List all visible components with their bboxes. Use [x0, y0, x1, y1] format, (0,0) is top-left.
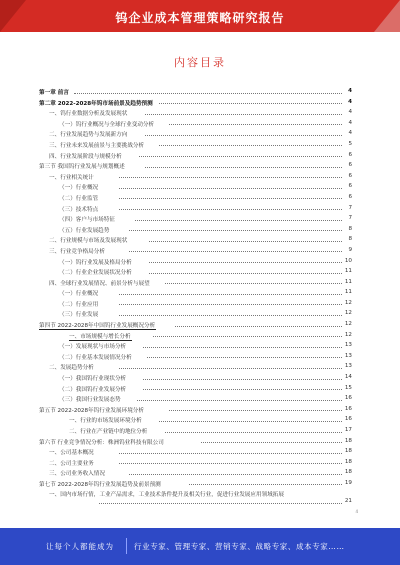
footer-slogan: 让每个人都能成为 — [46, 542, 114, 551]
toc-leader-dots — [165, 432, 342, 433]
toc-entry[interactable] — [39, 118, 352, 129]
toc-entry-text: （一）钨行业概况与全球行业变动分析 — [59, 121, 155, 128]
toc-entry-page: 18 — [344, 469, 352, 476]
toc-entry-text: （三）行业发展 — [59, 312, 99, 319]
toc-entry[interactable] — [39, 224, 352, 235]
toc-entry-text: （二）我国钨行业发展分析 — [59, 386, 127, 393]
toc-entry-text: 第四节 2022-2028年中国钨行业发展概况分析 — [39, 323, 156, 330]
toc-leader-dots — [159, 103, 342, 104]
toc-entry-page: 12 — [344, 310, 352, 317]
toc-entry[interactable] — [39, 107, 352, 118]
toc-entry-text: 四、行业发展阶段与规模分析 — [49, 153, 122, 160]
toc-leader-dots — [137, 400, 342, 401]
toc-leader-dots — [129, 251, 342, 252]
toc-entry[interactable] — [39, 97, 352, 108]
toc-entry[interactable] — [39, 192, 352, 203]
toc-entry-page: 6 — [348, 151, 352, 158]
toc-entry[interactable] — [39, 234, 352, 245]
toc-entry-page: 15 — [344, 384, 352, 391]
toc-leader-dots — [74, 93, 342, 94]
toc-entry-text: 第六节 行业竞争情况分析：株洲钨业科技有限公司 — [39, 439, 164, 446]
toc-entry[interactable] — [39, 245, 352, 256]
toc-leader-dots — [119, 198, 342, 199]
toc-leader-dots — [135, 220, 342, 221]
toc-leader-dots — [119, 304, 342, 305]
toc-leader-dots — [119, 453, 342, 454]
toc-entry[interactable] — [39, 489, 352, 507]
toc-entry-text: （一）发展现状与市场分析 — [59, 344, 127, 351]
toc-leader-dots — [119, 368, 342, 369]
toc-entry-text: 四、全球行业发展情况、前景分析与展望 — [49, 280, 150, 287]
toc-entry-text: （二）行业企业发展状况分析 — [59, 270, 132, 277]
toc-entry-page: 12 — [344, 331, 352, 338]
toc-entry-page: 6 — [348, 193, 352, 200]
toc-leader-dots — [175, 326, 342, 327]
toc-entry[interactable] — [39, 383, 352, 394]
toc-entry-page: 18 — [344, 448, 352, 455]
toc-entry-page: 11 — [344, 289, 352, 296]
toc-entry[interactable] — [39, 393, 352, 404]
toc-entry[interactable] — [39, 86, 352, 97]
toc-entry[interactable] — [39, 361, 352, 372]
toc-entry-page: 4 — [348, 98, 352, 105]
toc-entry[interactable] — [39, 351, 352, 362]
toc-entry[interactable] — [39, 414, 352, 425]
toc-entry-text: （一）行业概况 — [59, 185, 99, 192]
toc-entry[interactable] — [39, 478, 352, 489]
toc-entry[interactable] — [39, 287, 352, 298]
toc-entry-page: 16 — [344, 395, 352, 402]
toc-entry[interactable] — [39, 139, 352, 150]
toc-entry-page: 4 — [348, 130, 352, 137]
toc-leader-dots — [149, 241, 342, 242]
toc-entry[interactable] — [39, 330, 352, 341]
toc-entry[interactable] — [39, 467, 352, 478]
toc-entry-text: （四）客户与市场特征 — [59, 217, 115, 224]
toc-entry-text: （一）我国钨行业现状分析 — [59, 376, 127, 383]
toc-entry-page: 12 — [344, 321, 352, 328]
toc-entry-text: 二、公司主要业务 — [49, 460, 94, 467]
toc-leader-dots — [149, 273, 342, 274]
toc-entry-text: 第三节 我国钨行业发展与规划概述 — [39, 164, 125, 171]
toc-leader-dots — [143, 389, 342, 390]
toc-entry[interactable] — [39, 160, 352, 171]
toc-entry-page: 21 — [344, 497, 352, 504]
toc-entry-text: 二、发展趋势分析 — [49, 365, 94, 372]
toc-entry-page: 9 — [348, 246, 352, 253]
toc-entry-page: 4 — [348, 88, 352, 94]
toc-entry-text: （二）行业应用 — [59, 301, 99, 308]
toc-entry[interactable] — [39, 266, 352, 277]
toc-entry-text: 一、市场规模与增长分析 — [69, 333, 131, 340]
toc-entry[interactable] — [39, 340, 352, 351]
footer-divider — [126, 538, 127, 554]
toc-entry[interactable] — [39, 436, 352, 447]
toc-entry-page: 7 — [348, 215, 352, 222]
toc-leader-dots — [119, 294, 342, 295]
toc-leader-dots — [169, 124, 342, 125]
toc-entry-page: 11 — [344, 268, 352, 275]
toc-leader-dots — [139, 156, 342, 157]
toc-entry[interactable] — [39, 319, 352, 330]
toc-entry[interactable] — [39, 181, 352, 192]
toc-leader-dots — [159, 145, 342, 146]
toc-entry-text: 三、公司业务收入情况 — [49, 471, 105, 478]
toc-entry[interactable] — [39, 298, 352, 309]
toc-entry[interactable] — [39, 150, 352, 161]
toc-entry-page: 10 — [344, 257, 352, 264]
toc-leader-dots — [99, 503, 342, 504]
page-marker: 4 — [355, 509, 358, 514]
toc-entry-page: 4 — [348, 119, 352, 126]
toc-entry[interactable] — [39, 372, 352, 383]
toc-entry-page: 12 — [344, 299, 352, 306]
report-header — [0, 0, 400, 32]
toc-entry-page: 16 — [344, 405, 352, 412]
toc-entry-page: 8 — [348, 225, 352, 232]
toc-entry-page: 17 — [344, 427, 352, 433]
toc-entry-page: 6 — [348, 172, 352, 179]
toc-entry-page: 13 — [344, 342, 352, 349]
toc-leader-dots — [119, 463, 342, 464]
toc-leader-dots — [143, 347, 342, 348]
toc-entry-text: （三）技术特点 — [59, 206, 99, 213]
table-of-contents — [39, 86, 352, 507]
toc-entry-page: 4 — [348, 109, 352, 116]
toc-leader-dots — [153, 336, 342, 337]
toc-leader-dots — [119, 315, 342, 316]
toc-leader-dots — [159, 421, 342, 422]
toc-entry-text: 第七节 2022-2028年钨行业发展趋势及前景预测 — [39, 481, 161, 488]
footer-tagline: 行业专家、管理专家、营销专家、战略专家、成本专家…… — [134, 542, 345, 551]
toc-entry-text: 一、公司基本概况 — [49, 450, 94, 457]
toc-entry-text: 一、钨行业数据分析及发展现状 — [49, 111, 128, 118]
toc-leader-dots — [147, 357, 342, 358]
toc-leader-dots — [145, 135, 342, 136]
toc-entry-text: （五）行业发展趋势 — [59, 227, 110, 234]
toc-entry-text: 二、行业在产业链中的地位分析 — [69, 429, 148, 435]
toc-entry-page: 8 — [348, 236, 352, 243]
toc-leader-dots — [189, 484, 342, 485]
toc-entry-text: 一、国内市场行情，工业产品需求，工业技术条件提升及相关行业，促进行业发展应用领域拓展 — [49, 491, 340, 499]
toc-leader-dots — [129, 230, 342, 231]
toc-entry-text: （一）钨行业发展及格局分析 — [59, 259, 132, 266]
toc-entry-text: 二、行业规模与市场及发展现状 — [49, 238, 128, 245]
toc-entry-page: 13 — [344, 363, 352, 370]
toc-leader-dots — [129, 474, 342, 475]
toc-leader-dots — [201, 442, 342, 443]
toc-entry-page: 16 — [344, 416, 352, 423]
toc-entry-page: 14 — [344, 374, 352, 381]
toc-entry[interactable] — [39, 128, 352, 139]
toc-entry-page: 18 — [344, 437, 352, 444]
toc-leader-dots — [165, 283, 342, 284]
toc-entry-page: 7 — [348, 204, 352, 211]
toc-entry-text: 第五节 2022-2028年钨行业发展环境分析 — [39, 407, 144, 414]
toc-entry-text: （二）行业基本发展情况分析 — [59, 354, 132, 361]
toc-entry-page: 6 — [348, 162, 352, 169]
toc-entry[interactable] — [39, 277, 352, 288]
toc-entry[interactable] — [39, 425, 352, 436]
toc-entry-page: 13 — [344, 352, 352, 359]
toc-leader-dots — [119, 209, 342, 210]
toc-leader-dots — [145, 167, 342, 168]
toc-entry-text: （三）我国行业发展态势 — [59, 397, 121, 404]
toc-leader-dots — [149, 262, 342, 263]
toc-leader-dots — [119, 188, 342, 189]
toc-entry[interactable] — [39, 308, 352, 319]
toc-title: 内容目录 — [174, 56, 226, 69]
toc-leader-dots — [143, 379, 342, 380]
toc-entry-page: 5 — [348, 140, 352, 147]
report-title: 钨企业成本管理策略研究报告 — [115, 11, 285, 25]
toc-entry-text: 一、行业的市场发展环境分析 — [69, 418, 142, 425]
toc-entry-text: 三、行业竞争格局分析 — [49, 248, 105, 255]
toc-entry[interactable] — [39, 404, 352, 415]
toc-entry-text: 一、行业相关统计 — [49, 174, 94, 181]
toc-entry[interactable] — [39, 203, 352, 214]
toc-entry-text: 二、行业发展趋势与发展新方向 — [49, 132, 128, 139]
toc-entry[interactable] — [39, 446, 352, 457]
toc-entry-page: 18 — [344, 458, 352, 465]
toc-entry-page: 6 — [348, 183, 352, 190]
toc-entry-page: 19 — [344, 479, 352, 486]
toc-entry[interactable] — [39, 171, 352, 182]
toc-entry-text: 第二章 2022-2028年钨市场前景及趋势预测 — [39, 100, 153, 107]
toc-entry[interactable] — [39, 213, 352, 224]
toc-leader-dots — [119, 177, 342, 178]
toc-entry[interactable] — [39, 256, 352, 267]
footer-banner — [0, 528, 400, 565]
toc-leader-dots — [145, 114, 342, 115]
toc-entry-text: 三、行业未来发展前景与主要挑战分析 — [49, 142, 145, 149]
toc-entry-page: 11 — [344, 278, 352, 285]
toc-entry-text: 第一章 前言 — [39, 90, 69, 96]
toc-entry-text: （二）行业监管 — [59, 195, 99, 202]
toc-leader-dots — [169, 410, 342, 411]
toc-entry[interactable] — [39, 457, 352, 468]
toc-entry-text: （一）行业概况 — [59, 291, 99, 298]
